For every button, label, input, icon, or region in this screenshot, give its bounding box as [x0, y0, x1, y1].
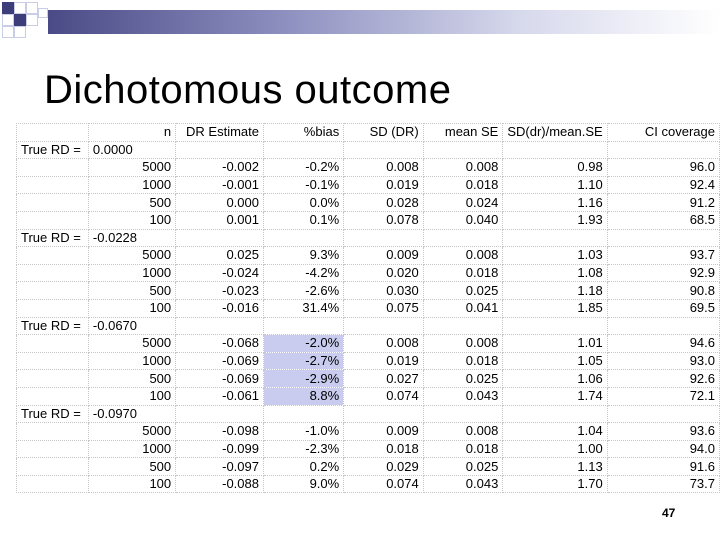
empty-cell: [423, 141, 503, 159]
table-cell: -0.001: [176, 176, 264, 194]
table-cell: 1.01: [503, 335, 607, 353]
table-cell: -0.069: [176, 352, 264, 370]
table-cell: 0.018: [423, 264, 503, 282]
table-cell: 9.0%: [264, 475, 344, 493]
table-cell: 0.028: [344, 194, 424, 212]
deco-square: [2, 14, 14, 26]
table-cell: 0.030: [344, 282, 424, 300]
table-row: [17, 423, 720, 441]
deco-square: [38, 8, 48, 18]
table-cell: 94.0: [607, 440, 719, 458]
empty-cell: [264, 317, 344, 335]
table-cell: 0.024: [423, 194, 503, 212]
table-cell: 0.020: [344, 264, 424, 282]
table-row: [17, 335, 720, 353]
table-row: [17, 159, 720, 177]
table-cell: -0.098: [176, 423, 264, 441]
table-cell: 1000: [88, 352, 175, 370]
table-cell: 1.03: [503, 247, 607, 265]
table-cell: -0.061: [176, 387, 264, 405]
empty-cell: [176, 317, 264, 335]
table-cell: 8.8%: [264, 387, 344, 405]
empty-cell: [17, 264, 89, 282]
table-cell: 1.85: [503, 299, 607, 317]
table-row: [17, 387, 720, 405]
table-cell: 93.0: [607, 352, 719, 370]
empty-cell: [344, 405, 424, 423]
table-cell: 0.029: [344, 458, 424, 476]
page-number: 47: [662, 506, 676, 520]
table-cell: -2.6%: [264, 282, 344, 300]
table-row: [17, 211, 720, 229]
table-cell: 100: [88, 299, 175, 317]
slide-title: Dichotomous outcome: [44, 68, 452, 112]
group-value: -0.0970: [88, 405, 175, 423]
table-cell: 0.019: [344, 352, 424, 370]
table-cell: -2.7%: [264, 352, 344, 370]
empty-cell: [17, 194, 89, 212]
table-cell: 0.008: [423, 335, 503, 353]
table-cell: 1.00: [503, 440, 607, 458]
table-row: [17, 475, 720, 493]
header-cell: n: [88, 124, 175, 142]
deco-square: [26, 2, 38, 14]
deco-square: [2, 2, 14, 14]
table-cell: 0.025: [423, 282, 503, 300]
table-cell: 90.8: [607, 282, 719, 300]
table-cell: 0.043: [423, 475, 503, 493]
table-cell: 0.018: [423, 440, 503, 458]
table-cell: 0.009: [344, 423, 424, 441]
table-cell: 1.06: [503, 370, 607, 388]
empty-cell: [17, 440, 89, 458]
table-row: [17, 247, 720, 265]
empty-cell: [17, 282, 89, 300]
table-cell: 0.041: [423, 299, 503, 317]
table-row: [17, 352, 720, 370]
table-cell: 1.16: [503, 194, 607, 212]
empty-cell: [17, 387, 89, 405]
empty-cell: [503, 405, 607, 423]
table-cell: 500: [88, 458, 175, 476]
table-cell: 0.074: [344, 387, 424, 405]
table-cell: -0.023: [176, 282, 264, 300]
table-cell: 1.13: [503, 458, 607, 476]
table-cell: 0.074: [344, 475, 424, 493]
table-cell: -0.016: [176, 299, 264, 317]
empty-cell: [423, 405, 503, 423]
table-cell: -2.3%: [264, 440, 344, 458]
empty-cell: [264, 141, 344, 159]
group-label: True RD =: [17, 229, 89, 247]
table-cell: 500: [88, 194, 175, 212]
group-value: -0.0228: [88, 229, 175, 247]
empty-cell: [503, 141, 607, 159]
table-cell: 1.05: [503, 352, 607, 370]
group-label: True RD =: [17, 141, 89, 159]
table-cell: -4.2%: [264, 264, 344, 282]
table-cell: 1.74: [503, 387, 607, 405]
empty-cell: [176, 405, 264, 423]
table-row: [17, 440, 720, 458]
table-cell: 1.70: [503, 475, 607, 493]
table-cell: -0.099: [176, 440, 264, 458]
table-header-row: [17, 124, 720, 142]
table-cell: 500: [88, 282, 175, 300]
deco-square: [2, 26, 14, 38]
table-row: [17, 282, 720, 300]
table-cell: 1.10: [503, 176, 607, 194]
table-cell: 100: [88, 475, 175, 493]
empty-cell: [17, 176, 89, 194]
table-row: [17, 176, 720, 194]
table-cell: -2.0%: [264, 335, 344, 353]
group-row: [17, 405, 720, 423]
empty-cell: [264, 405, 344, 423]
table-cell: 96.0: [607, 159, 719, 177]
table-cell: 0.025: [423, 458, 503, 476]
empty-cell: [503, 229, 607, 247]
table-cell: 5000: [88, 423, 175, 441]
empty-cell: [607, 141, 719, 159]
table-cell: -0.068: [176, 335, 264, 353]
table-cell: 31.4%: [264, 299, 344, 317]
table-cell: 0.075: [344, 299, 424, 317]
empty-cell: [17, 475, 89, 493]
header-cell: CI coverage: [607, 124, 719, 142]
table-cell: 91.2: [607, 194, 719, 212]
empty-cell: [17, 370, 89, 388]
table-cell: 0.000: [176, 194, 264, 212]
table-cell: 100: [88, 211, 175, 229]
table-cell: 72.1: [607, 387, 719, 405]
empty-cell: [17, 335, 89, 353]
table-cell: 93.7: [607, 247, 719, 265]
table-cell: 0.009: [344, 247, 424, 265]
empty-cell: [176, 229, 264, 247]
table-cell: 0.001: [176, 211, 264, 229]
header-cell: SD (DR): [344, 124, 424, 142]
table-cell: 0.019: [344, 176, 424, 194]
table-cell: 500: [88, 370, 175, 388]
table-cell: 1000: [88, 176, 175, 194]
deco-square: [14, 26, 26, 38]
table-cell: 1.04: [503, 423, 607, 441]
table-cell: 0.008: [423, 423, 503, 441]
table-cell: 0.018: [423, 176, 503, 194]
table-cell: -1.0%: [264, 423, 344, 441]
header-cell: %bias: [264, 124, 344, 142]
table-cell: -0.088: [176, 475, 264, 493]
table-cell: 5000: [88, 247, 175, 265]
header-cell: DR Estimate: [176, 124, 264, 142]
table-cell: 5000: [88, 159, 175, 177]
table-cell: 1.18: [503, 282, 607, 300]
header-decoration: [0, 0, 720, 40]
table-cell: 73.7: [607, 475, 719, 493]
empty-cell: [607, 229, 719, 247]
empty-cell: [607, 317, 719, 335]
table-cell: 92.6: [607, 370, 719, 388]
table-cell: 1000: [88, 264, 175, 282]
table-cell: 91.6: [607, 458, 719, 476]
table-cell: 0.008: [344, 159, 424, 177]
table-cell: 93.6: [607, 423, 719, 441]
table-cell: 1.08: [503, 264, 607, 282]
header-cell: SD(dr)/mean.SE: [503, 124, 607, 142]
empty-cell: [423, 229, 503, 247]
table-cell: 0.078: [344, 211, 424, 229]
table-row: [17, 458, 720, 476]
group-row: [17, 141, 720, 159]
table-row: [17, 264, 720, 282]
table-cell: -0.2%: [264, 159, 344, 177]
table-cell: 0.018: [344, 440, 424, 458]
table-cell: 1.93: [503, 211, 607, 229]
table-cell: 92.9: [607, 264, 719, 282]
header-cell: mean SE: [423, 124, 503, 142]
empty-cell: [344, 229, 424, 247]
table-cell: 69.5: [607, 299, 719, 317]
table-cell: 94.6: [607, 335, 719, 353]
table-cell: -0.069: [176, 370, 264, 388]
empty-cell: [17, 352, 89, 370]
table-cell: -2.9%: [264, 370, 344, 388]
deco-square: [26, 14, 38, 26]
empty-cell: [17, 423, 89, 441]
group-row: [17, 229, 720, 247]
table-cell: 0.008: [423, 159, 503, 177]
header-gradient-bar: [48, 10, 720, 34]
table-cell: 0.027: [344, 370, 424, 388]
table-cell: -0.024: [176, 264, 264, 282]
table-cell: -0.002: [176, 159, 264, 177]
group-label: True RD =: [17, 405, 89, 423]
table-cell: 0.1%: [264, 211, 344, 229]
empty-cell: [17, 211, 89, 229]
table-cell: 0.98: [503, 159, 607, 177]
table-cell: -0.097: [176, 458, 264, 476]
table-row: [17, 299, 720, 317]
table-row: [17, 194, 720, 212]
empty-cell: [17, 247, 89, 265]
empty-cell: [344, 141, 424, 159]
deco-square: [14, 2, 26, 14]
group-row: [17, 317, 720, 335]
empty-cell: [264, 229, 344, 247]
table-cell: 0.040: [423, 211, 503, 229]
header-cell: [17, 124, 89, 142]
table-cell: 1000: [88, 440, 175, 458]
table-cell: 0.043: [423, 387, 503, 405]
deco-square: [14, 14, 26, 26]
empty-cell: [503, 317, 607, 335]
table-cell: 0.0%: [264, 194, 344, 212]
table-cell: 100: [88, 387, 175, 405]
group-label: True RD =: [17, 317, 89, 335]
table-cell: 0.2%: [264, 458, 344, 476]
empty-cell: [17, 299, 89, 317]
table-cell: 68.5: [607, 211, 719, 229]
empty-cell: [344, 317, 424, 335]
empty-cell: [17, 159, 89, 177]
empty-cell: [176, 141, 264, 159]
table-cell: 0.008: [344, 335, 424, 353]
results-table: [16, 123, 720, 493]
group-value: -0.0670: [88, 317, 175, 335]
table-cell: 92.4: [607, 176, 719, 194]
table-cell: 9.3%: [264, 247, 344, 265]
table-row: [17, 370, 720, 388]
table-cell: 0.008: [423, 247, 503, 265]
table-cell: 5000: [88, 335, 175, 353]
empty-cell: [17, 458, 89, 476]
table-cell: 0.025: [176, 247, 264, 265]
group-value: 0.0000: [88, 141, 175, 159]
table-cell: 0.025: [423, 370, 503, 388]
empty-cell: [607, 405, 719, 423]
table-cell: 0.018: [423, 352, 503, 370]
table-cell: -0.1%: [264, 176, 344, 194]
empty-cell: [423, 317, 503, 335]
